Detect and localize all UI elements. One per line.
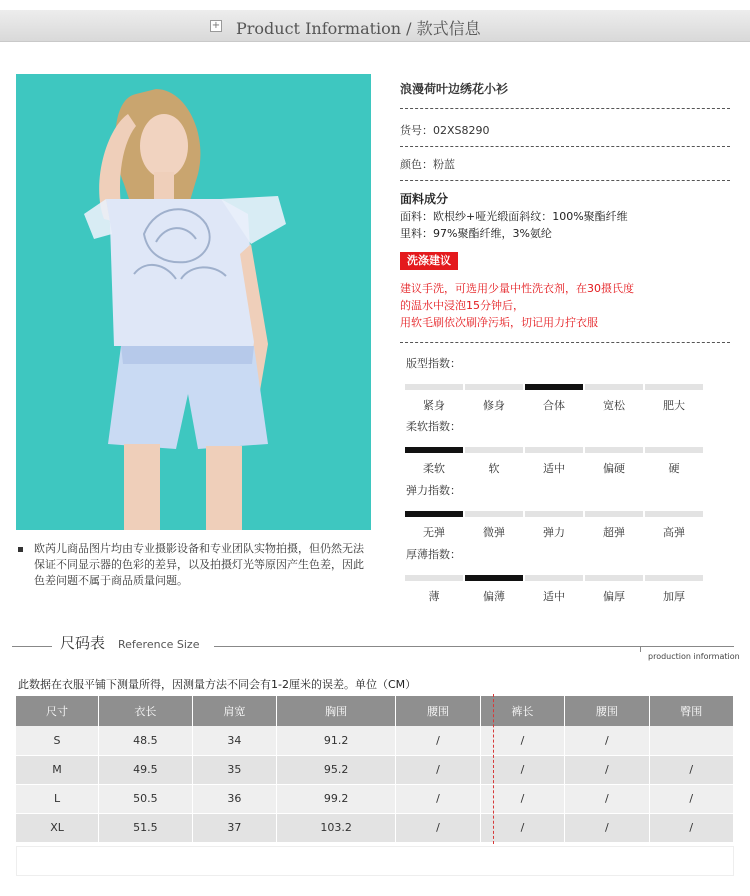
index-segment (645, 447, 703, 453)
fabric-title: 面料成分 (400, 192, 449, 206)
table-cell: / (649, 784, 733, 813)
table-cell: / (649, 813, 733, 842)
table-cell: / (565, 726, 649, 755)
production-caption: production information (648, 652, 740, 661)
index-option-label: 高弹 (663, 526, 685, 539)
size-table (16, 696, 734, 843)
index-segment (585, 511, 643, 517)
index-option-label: 肥大 (663, 399, 685, 412)
index-segment (405, 447, 463, 453)
size-section-header (0, 626, 750, 666)
index-segment (585, 447, 643, 453)
table-cell: / (396, 755, 480, 784)
index-option-label: 偏硬 (603, 462, 625, 475)
divider (493, 694, 494, 844)
table-cell: / (565, 784, 649, 813)
color-disclaimer (18, 541, 368, 589)
index-option-label: 适中 (543, 590, 565, 603)
index-option-label: 弹力 (543, 526, 565, 539)
table-cell: / (480, 755, 564, 784)
table-cell: / (649, 755, 733, 784)
table-cell: 48.5 (99, 726, 193, 755)
table-header-cell: 胸围 (277, 696, 396, 726)
table-cell: S (16, 726, 99, 755)
index-label: 厚薄指数： (406, 548, 461, 561)
table-cell: 34 (192, 726, 276, 755)
index-option-label: 软 (488, 462, 500, 475)
table-cell: / (480, 813, 564, 842)
size-note: 此数据在衣服平铺下测量所得，因测量方法不同会有1-2厘米的误差。单位（CM） (18, 678, 417, 691)
product-photo (16, 74, 371, 530)
table-cell: / (396, 726, 480, 755)
index-option-label: 薄 (428, 590, 440, 603)
index-option-label: 柔软 (423, 462, 445, 475)
table-cell: / (396, 813, 480, 842)
table-cell: 51.5 (99, 813, 193, 842)
index-option-label: 超弹 (603, 526, 625, 539)
product-name: 浪漫荷叶边绣花小衫 (400, 82, 509, 96)
divider (400, 146, 730, 147)
table-row (16, 755, 734, 784)
index-segment (405, 575, 463, 581)
index-option-label: 适中 (543, 462, 565, 475)
index-segment (525, 511, 583, 517)
table-cell: / (480, 726, 564, 755)
size-subtitle: Reference Size (118, 638, 200, 651)
section-header-bar (0, 10, 750, 42)
product-color: 颜色：粉蓝 (400, 158, 455, 171)
index-label: 版型指数： (406, 357, 461, 370)
index-label: 柔软指数： (406, 420, 461, 433)
table-cell: 50.5 (99, 784, 193, 813)
index-segment (525, 575, 583, 581)
table-cell: / (565, 755, 649, 784)
table-header-cell: 衣长 (99, 696, 193, 726)
divider (12, 646, 52, 647)
table-cell: 99.2 (277, 784, 396, 813)
index-option-label: 宽松 (603, 399, 625, 412)
table-header-cell: 腰围 (565, 696, 649, 726)
table-cell: 35 (192, 755, 276, 784)
section-title: Product Information / 款式信息 (236, 19, 481, 38)
index-segment (465, 384, 523, 390)
index-segment (465, 447, 523, 453)
table-row (16, 784, 734, 813)
wash-badge: 洗涤建议 (400, 252, 458, 270)
table-cell: / (480, 784, 564, 813)
table-row (16, 726, 734, 755)
divider (400, 108, 730, 109)
table-cell: 103.2 (277, 813, 396, 842)
index-segment (585, 384, 643, 390)
fabric-line: 面料：欧根纱+哑光缎面斜纹：100%聚酯纤维 (400, 210, 628, 223)
wash-line: 用软毛刷依次刷净污垢，切记用力拧衣服 (400, 316, 598, 329)
table-cell: L (16, 784, 99, 813)
table-cell: M (16, 755, 99, 784)
table-header-cell: 肩宽 (192, 696, 276, 726)
index-segment (645, 384, 703, 390)
index-option-label: 合体 (543, 399, 565, 412)
table-row (16, 813, 734, 842)
index-segment (585, 575, 643, 581)
product-sku: 货号：02XS8290 (400, 124, 490, 137)
index-option-label: 微弹 (483, 526, 505, 539)
table-footer-space (16, 846, 734, 876)
size-title: 尺码表 (60, 634, 106, 652)
index-option-label: 硬 (668, 462, 680, 475)
table-cell: 36 (192, 784, 276, 813)
table-header-cell: 腰围 (396, 696, 480, 726)
wash-line: 建议手洗，可选用少量中性洗衣剂，在30摄氏度 (400, 282, 634, 295)
table-header-row (16, 696, 734, 726)
plus-icon: + (211, 20, 221, 31)
index-segment (465, 511, 523, 517)
index-label: 弹力指数： (406, 484, 461, 497)
index-segment (465, 575, 523, 581)
index-option-label: 无弹 (423, 526, 445, 539)
index-segment (405, 511, 463, 517)
table-cell: / (396, 784, 480, 813)
table-header-cell: 裤长 (480, 696, 564, 726)
index-segment (645, 575, 703, 581)
table-cell: 49.5 (99, 755, 193, 784)
index-option-label: 偏厚 (603, 590, 625, 603)
table-cell: 91.2 (277, 726, 396, 755)
table-cell: 95.2 (277, 755, 396, 784)
table-cell: 37 (192, 813, 276, 842)
disclaimer-text: 欧芮儿商品图片均由专业摄影设备和专业团队实物拍摄，但仍然无法保证不同显示器的色彩的差异，以及拍摄灯光等原因产生色差，因此色差问题不属于商品质量问题。 (34, 542, 364, 587)
index-segment (405, 384, 463, 390)
index-option-label: 修身 (483, 399, 505, 412)
table-cell (649, 726, 733, 755)
wash-line: 的温水中浸泡15分钟后， (400, 299, 524, 312)
lining-line: 里料：97%聚酯纤维，3%氨纶 (400, 227, 552, 240)
index-option-label: 偏薄 (483, 590, 505, 603)
table-cell: / (565, 813, 649, 842)
index-option-label: 紧身 (423, 399, 445, 412)
index-segment (645, 511, 703, 517)
index-segment (525, 384, 583, 390)
bullet-icon (18, 547, 23, 552)
table-cell: XL (16, 813, 99, 842)
divider (400, 180, 730, 181)
divider (400, 342, 730, 343)
table-header-cell: 臀围 (649, 696, 733, 726)
table-header-cell: 尺寸 (16, 696, 99, 726)
index-option-label: 加厚 (663, 590, 685, 603)
table-body (16, 726, 734, 842)
index-segment (525, 447, 583, 453)
